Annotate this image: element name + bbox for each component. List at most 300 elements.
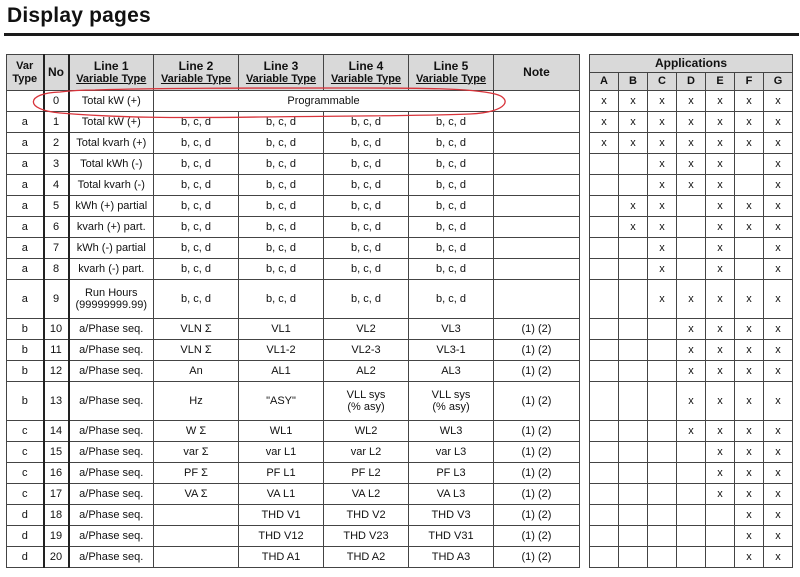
line3-text: "ASY" — [266, 395, 296, 407]
app-mark: x — [775, 200, 781, 212]
line1-cell — [69, 319, 154, 340]
header-line3 — [239, 55, 324, 91]
line5-cell — [409, 442, 494, 463]
app-c-cell — [648, 340, 677, 361]
app-mark: x — [775, 137, 781, 149]
line5-text: b, c, d — [436, 116, 466, 128]
no-cell — [44, 259, 69, 280]
header-line4-title: Line 4 — [348, 58, 384, 73]
line4-cell — [324, 238, 409, 259]
line1-text: Run Hours — [84, 287, 138, 299]
app-g-cell — [764, 259, 793, 280]
app-mark: x — [746, 293, 752, 305]
note-cell — [494, 196, 580, 217]
line4-text: THD V23 — [343, 530, 389, 542]
line1-cell — [69, 217, 154, 238]
line1-cell — [69, 421, 154, 442]
app-f-cell — [735, 361, 764, 382]
line5-text: b, c, d — [436, 242, 466, 254]
var-type-cell — [7, 175, 44, 196]
line5-cell — [409, 196, 494, 217]
app-b-cell — [619, 91, 648, 112]
line5-text: PF L3 — [436, 467, 466, 479]
app-mark: x — [630, 200, 636, 212]
app-d-cell — [677, 280, 706, 319]
app-b-cell — [619, 280, 648, 319]
line1-cell — [69, 91, 154, 112]
app-mark: x — [775, 446, 781, 458]
table-body — [7, 91, 793, 568]
app-e-cell — [706, 259, 735, 280]
line1-text: a/Phase seq. — [79, 365, 144, 377]
table-row — [7, 112, 793, 133]
var-type-text: b — [21, 395, 28, 407]
line4-cell — [324, 280, 409, 319]
line3-cell — [239, 175, 324, 196]
line3-text: b, c, d — [266, 263, 296, 275]
var-type-cell — [7, 196, 44, 217]
note-text: (1) (2) — [521, 344, 552, 356]
line2-text: b, c, d — [181, 263, 211, 275]
note-cell — [494, 463, 580, 484]
line4-text: var L2 — [350, 446, 382, 458]
app-c-cell — [648, 361, 677, 382]
line3-text: b, c, d — [266, 200, 296, 212]
line3-text: THD A1 — [261, 551, 301, 563]
app-g-cell — [764, 91, 793, 112]
app-b-cell — [619, 442, 648, 463]
app-e-cell — [706, 442, 735, 463]
line4-text: WL2 — [354, 425, 378, 437]
app-c-cell — [648, 442, 677, 463]
line2-text: Hz — [189, 395, 203, 407]
app-f-cell — [735, 463, 764, 484]
table-row — [7, 238, 793, 259]
app-a-cell — [590, 442, 619, 463]
line3-cell — [239, 238, 324, 259]
line1-cell — [69, 196, 154, 217]
line3-text: b, c, d — [266, 137, 296, 149]
app-d-cell — [677, 196, 706, 217]
no-text: 5 — [52, 200, 60, 212]
app-mark: x — [746, 551, 752, 563]
app-mark: x — [775, 365, 781, 377]
line1-text: a/Phase seq. — [79, 323, 144, 335]
line3-cell — [239, 112, 324, 133]
line1-cell — [69, 112, 154, 133]
app-a-cell — [590, 259, 619, 280]
app-d-cell — [677, 175, 706, 196]
app-e-cell — [706, 91, 735, 112]
app-d-cell — [677, 361, 706, 382]
app-e-cell — [706, 361, 735, 382]
app-b-cell — [619, 361, 648, 382]
line5-text: WL3 — [439, 425, 463, 437]
line5-text: VLL sys — [431, 389, 471, 401]
app-b-cell — [619, 484, 648, 505]
app-e-cell — [706, 196, 735, 217]
no-cell — [44, 361, 69, 382]
app-mark: x — [746, 95, 752, 107]
app-mark: x — [775, 323, 781, 335]
app-f-cell — [735, 112, 764, 133]
app-mark: x — [659, 137, 665, 149]
app-mark: x — [659, 221, 665, 233]
note-cell — [494, 547, 580, 568]
line1-cell — [69, 505, 154, 526]
line5-cell — [409, 505, 494, 526]
gap-cell — [580, 154, 590, 175]
app-d-cell — [677, 421, 706, 442]
app-g-cell — [764, 319, 793, 340]
gap-cell — [580, 259, 590, 280]
line4-text-sub: (% asy) — [347, 401, 385, 413]
note-text: (1) (2) — [521, 509, 552, 521]
app-mark: x — [717, 179, 723, 191]
var-type-text: c — [22, 488, 28, 500]
line4-cell — [324, 442, 409, 463]
note-cell — [494, 319, 580, 340]
app-c-cell — [648, 526, 677, 547]
header-app-e: E — [706, 73, 735, 91]
app-a-cell — [590, 340, 619, 361]
no-text: 13 — [49, 395, 63, 407]
line4-cell — [324, 484, 409, 505]
line2-text: PF Σ — [184, 467, 208, 479]
app-b-cell — [619, 505, 648, 526]
note-text: (1) (2) — [521, 425, 552, 437]
line3-cell — [239, 463, 324, 484]
line5-cell — [409, 463, 494, 484]
line4-text: PF L2 — [351, 467, 381, 479]
no-cell — [44, 196, 69, 217]
line5-cell — [409, 217, 494, 238]
app-mark: x — [688, 179, 694, 191]
app-mark: x — [717, 395, 723, 407]
var-type-cell — [7, 547, 44, 568]
app-g-cell — [764, 484, 793, 505]
table-row — [7, 154, 793, 175]
line3-text: var L1 — [265, 446, 297, 458]
app-g-cell — [764, 382, 793, 421]
line4-cell — [324, 547, 409, 568]
table-row — [7, 319, 793, 340]
app-mark: x — [659, 95, 665, 107]
line5-text: b, c, d — [436, 200, 466, 212]
table-row — [7, 361, 793, 382]
note-text: (1) (2) — [521, 395, 552, 407]
line1-text: kWh (-) partial — [76, 242, 146, 254]
app-g-cell — [764, 421, 793, 442]
app-mark: x — [717, 221, 723, 233]
app-d-cell — [677, 463, 706, 484]
line1-cell — [69, 442, 154, 463]
note-cell — [494, 526, 580, 547]
line1-cell — [69, 526, 154, 547]
app-f-cell — [735, 319, 764, 340]
line5-cell — [409, 238, 494, 259]
line3-text: THD V12 — [258, 530, 304, 542]
line1-text: a/Phase seq. — [79, 530, 144, 542]
app-mark: x — [775, 425, 781, 437]
gap-cell — [580, 442, 590, 463]
no-cell — [44, 319, 69, 340]
line4-text: THD V2 — [346, 509, 386, 521]
line3-text: b, c, d — [266, 116, 296, 128]
app-g-cell — [764, 463, 793, 484]
line2-cell — [154, 442, 239, 463]
line3-text: WL1 — [269, 425, 293, 437]
line4-cell — [324, 196, 409, 217]
gap-cell — [580, 319, 590, 340]
gap-cell — [580, 526, 590, 547]
gap-cell — [580, 91, 590, 112]
app-mark: x — [630, 221, 636, 233]
table-row — [7, 280, 793, 319]
note-text: (1) (2) — [521, 365, 552, 377]
no-text: 12 — [49, 365, 63, 377]
header-line2-variable-type: Variable Type — [160, 72, 232, 85]
table-row — [7, 547, 793, 568]
app-b-cell — [619, 382, 648, 421]
app-mark: x — [717, 158, 723, 170]
app-a-cell — [590, 154, 619, 175]
app-e-cell — [706, 175, 735, 196]
line1-cell — [69, 133, 154, 154]
app-mark: x — [717, 425, 723, 437]
app-a-cell — [590, 217, 619, 238]
line2-cell — [154, 547, 239, 568]
app-g-cell — [764, 442, 793, 463]
var-type-text: b — [21, 323, 28, 335]
line5-text: VL3 — [441, 323, 461, 335]
header-line1-title: Line 1 — [93, 58, 129, 73]
line5-cell — [409, 280, 494, 319]
line1-text: a/Phase seq. — [79, 425, 144, 437]
header-line4-variable-type: Variable Type — [330, 72, 402, 85]
line3-cell — [239, 196, 324, 217]
var-type-text: a — [21, 293, 28, 305]
line4-text: AL2 — [356, 365, 376, 377]
table-row — [7, 382, 793, 421]
line5-cell — [409, 154, 494, 175]
line1-text: kvarh (+) part. — [76, 221, 146, 233]
line5-text: b, c, d — [436, 221, 466, 233]
line5-text: b, c, d — [436, 263, 466, 275]
app-e-cell — [706, 280, 735, 319]
line1-cell — [69, 361, 154, 382]
app-g-cell — [764, 505, 793, 526]
line4-text: b, c, d — [351, 242, 381, 254]
app-e-cell — [706, 382, 735, 421]
line3-cell — [239, 421, 324, 442]
app-mark: x — [775, 488, 781, 500]
app-mark: x — [746, 425, 752, 437]
line3-text: b, c, d — [266, 221, 296, 233]
app-mark: x — [717, 263, 723, 275]
line5-text: VA L3 — [436, 488, 466, 500]
table-row — [7, 484, 793, 505]
app-mark: x — [775, 344, 781, 356]
no-cell — [44, 442, 69, 463]
header-gap — [580, 55, 590, 91]
line3-text: VL1-2 — [266, 344, 296, 356]
app-c-cell — [648, 133, 677, 154]
line2-text: An — [189, 365, 203, 377]
no-text: 8 — [52, 263, 60, 275]
var-type-text: c — [22, 425, 28, 437]
app-a-cell — [590, 175, 619, 196]
app-b-cell — [619, 421, 648, 442]
line5-cell — [409, 112, 494, 133]
var-type-text: c — [22, 467, 28, 479]
header-line2-title: Line 2 — [178, 58, 214, 73]
table-row — [7, 175, 793, 196]
line1-cell — [69, 463, 154, 484]
app-b-cell — [619, 133, 648, 154]
note-cell — [494, 361, 580, 382]
app-mark: x — [746, 323, 752, 335]
var-type-cell — [7, 463, 44, 484]
no-text: 16 — [49, 467, 63, 479]
app-c-cell — [648, 238, 677, 259]
app-mark: x — [775, 242, 781, 254]
line5-cell — [409, 175, 494, 196]
line1-text: a/Phase seq. — [79, 509, 144, 521]
line2-text: b, c, d — [181, 137, 211, 149]
table-row — [7, 259, 793, 280]
line5-text: b, c, d — [436, 137, 466, 149]
app-mark: x — [601, 95, 607, 107]
app-c-cell — [648, 112, 677, 133]
app-e-cell — [706, 133, 735, 154]
app-d-cell — [677, 91, 706, 112]
table-row — [7, 217, 793, 238]
no-cell — [44, 340, 69, 361]
app-a-cell — [590, 91, 619, 112]
header-line1 — [69, 55, 154, 91]
table-row — [7, 463, 793, 484]
app-a-cell — [590, 547, 619, 568]
app-a-cell — [590, 484, 619, 505]
app-a-cell — [590, 526, 619, 547]
no-text: 19 — [49, 530, 63, 542]
line2-text: VA Σ — [184, 488, 208, 500]
line5-cell — [409, 319, 494, 340]
table-row — [7, 526, 793, 547]
app-d-cell — [677, 154, 706, 175]
line2-cell — [154, 238, 239, 259]
line4-text: b, c, d — [351, 263, 381, 275]
line2-text: b, c, d — [181, 242, 211, 254]
line4-cell — [324, 505, 409, 526]
no-text: 4 — [52, 179, 60, 191]
line1-text: Total kvarh (+) — [76, 137, 147, 149]
line1-cell — [69, 259, 154, 280]
var-type-text: c — [22, 446, 28, 458]
app-mark: x — [717, 95, 723, 107]
line2-text: VLN Σ — [180, 323, 212, 335]
table-row — [7, 442, 793, 463]
var-type-text: d — [21, 509, 28, 521]
note-cell — [494, 280, 580, 319]
app-b-cell — [619, 526, 648, 547]
app-d-cell — [677, 319, 706, 340]
line4-text: THD A2 — [346, 551, 386, 563]
app-mark: x — [688, 395, 694, 407]
app-c-cell — [648, 547, 677, 568]
app-a-cell — [590, 112, 619, 133]
header-app-a: A — [590, 73, 619, 91]
line2-cell — [154, 421, 239, 442]
var-type-cell — [7, 421, 44, 442]
line4-cell — [324, 319, 409, 340]
app-f-cell — [735, 421, 764, 442]
line4-cell — [324, 526, 409, 547]
no-cell — [44, 547, 69, 568]
app-g-cell — [764, 196, 793, 217]
line5-text-sub: (% asy) — [432, 401, 470, 413]
gap-cell — [580, 280, 590, 319]
gap-cell — [580, 112, 590, 133]
app-mark: x — [746, 200, 752, 212]
line2-cell — [154, 361, 239, 382]
line3-cell — [239, 382, 324, 421]
app-mark: x — [659, 242, 665, 254]
line5-cell — [409, 133, 494, 154]
var-type-text: a — [21, 116, 28, 128]
var-type-cell — [7, 154, 44, 175]
var-type-text: a — [21, 137, 28, 149]
app-mark: x — [717, 365, 723, 377]
app-f-cell — [735, 217, 764, 238]
programmable-cell — [154, 91, 494, 112]
no-cell — [44, 505, 69, 526]
app-mark: x — [688, 425, 694, 437]
app-c-cell — [648, 91, 677, 112]
no-text: 6 — [52, 221, 60, 233]
header-line1-variable-type: Variable Type — [76, 72, 147, 85]
line2-cell — [154, 484, 239, 505]
line2-text: var Σ — [183, 446, 209, 458]
app-d-cell — [677, 547, 706, 568]
app-e-cell — [706, 526, 735, 547]
line3-text: VA L1 — [266, 488, 296, 500]
line1-text: kWh (+) partial — [75, 200, 148, 212]
line1-cell — [69, 382, 154, 421]
gap-cell — [580, 547, 590, 568]
title-rule — [4, 33, 799, 36]
app-mark: x — [630, 137, 636, 149]
line3-text: AL1 — [271, 365, 291, 377]
line5-text: AL3 — [441, 365, 461, 377]
no-text: 0 — [52, 95, 60, 107]
app-g-cell — [764, 280, 793, 319]
line5-cell — [409, 361, 494, 382]
app-mark: x — [746, 530, 752, 542]
no-text: 14 — [49, 425, 63, 437]
app-c-cell — [648, 196, 677, 217]
no-text: 15 — [49, 446, 63, 458]
var-type-text: d — [21, 551, 28, 563]
app-e-cell — [706, 238, 735, 259]
note-cell — [494, 154, 580, 175]
app-mark: x — [659, 293, 665, 305]
note-cell — [494, 484, 580, 505]
line2-cell — [154, 175, 239, 196]
line1-text: a/Phase seq. — [79, 551, 144, 563]
note-text: (1) (2) — [521, 551, 552, 563]
